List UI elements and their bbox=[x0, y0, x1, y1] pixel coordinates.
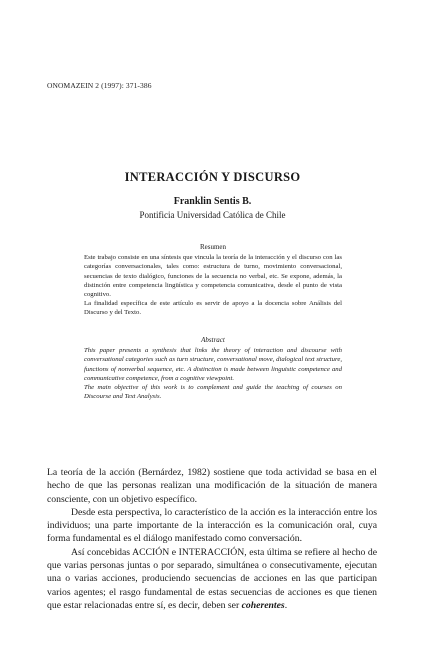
abstract-paragraph: The main objective of this work is to complement and guide the teaching of courses on Discourse and Text Analysis. bbox=[84, 384, 342, 401]
author-affiliation: Pontificia Universidad Católica de Chile bbox=[139, 210, 286, 220]
abstract-paragraph: This paper presents a synthesis that links the theory of interaction and discourse with conversational categories such as turn structure, conversational move, dialogical text structure, functions of nonverbal sequence, etc. A distinction is made between linguistic competence and communicative competence, from a cognitive viewpoint. bbox=[84, 347, 342, 382]
resumen-paragraph: Este trabajo consiste en una síntesis que vincula la teoría de la interacción y el discurso con las categorías conversacionales, tales como: estructura de turno, movimiento conversacional, secuencias de texto dialógico, funciones de la secuencia no verbal, etc. Se expone, además, la distinción entre competencia lingüística y competencia comunicativa, desde el punto de vista cognitivo. bbox=[84, 254, 342, 299]
body-paragraph: La teoría de la acción (Bernárdez, 1982) sostiene que toda actividad se basa en el hecho de que las personas realizan una modificación de la situación de manera consciente, con un objetivo específico. bbox=[47, 467, 377, 505]
article-body bbox=[47, 466, 377, 612]
journal-reference: ONOMAZEIN 2 (1997): 371-386 bbox=[47, 81, 152, 90]
body-paragraph bbox=[47, 546, 377, 612]
article-author: Franklin Sentis B. bbox=[173, 196, 252, 207]
abstract-section bbox=[84, 336, 342, 401]
resumen-section bbox=[84, 243, 342, 318]
body-paragraph-text: . bbox=[284, 599, 288, 611]
abstract-heading: Abstract bbox=[201, 336, 225, 344]
emphasized-term: coherentes bbox=[241, 599, 285, 611]
resumen-paragraph: La finalidad específica de este artículo es servir de apoyo a la docencia sobre Análisis del Discurso y del Texto. bbox=[84, 300, 342, 317]
article-title: INTERACCIÓN Y DISCURSO bbox=[124, 170, 301, 184]
body-paragraph: Desde esta perspectiva, lo característico de la acción es la interacción entre los individuos; una parte importante de la interacción es la comunicación oral, cuya forma fundamental es el diálogo manifestado como conversación. bbox=[47, 506, 377, 545]
resumen-heading: Resumen bbox=[199, 243, 227, 251]
body-paragraph-text: Así concebidas ACCIÓN e INTERACCIÓN, esta última se refiere al hecho de que varias personas juntas o por separado, simultánea o consecutivamente, ejecutan una o varias acciones, produciendo secuencias de acciones en las que participan varios agentes; el rasgo fundamental de estas secuencias de acciones es que tienen que estar relacionadas entre sí, es decir, deben ser bbox=[47, 546, 377, 611]
